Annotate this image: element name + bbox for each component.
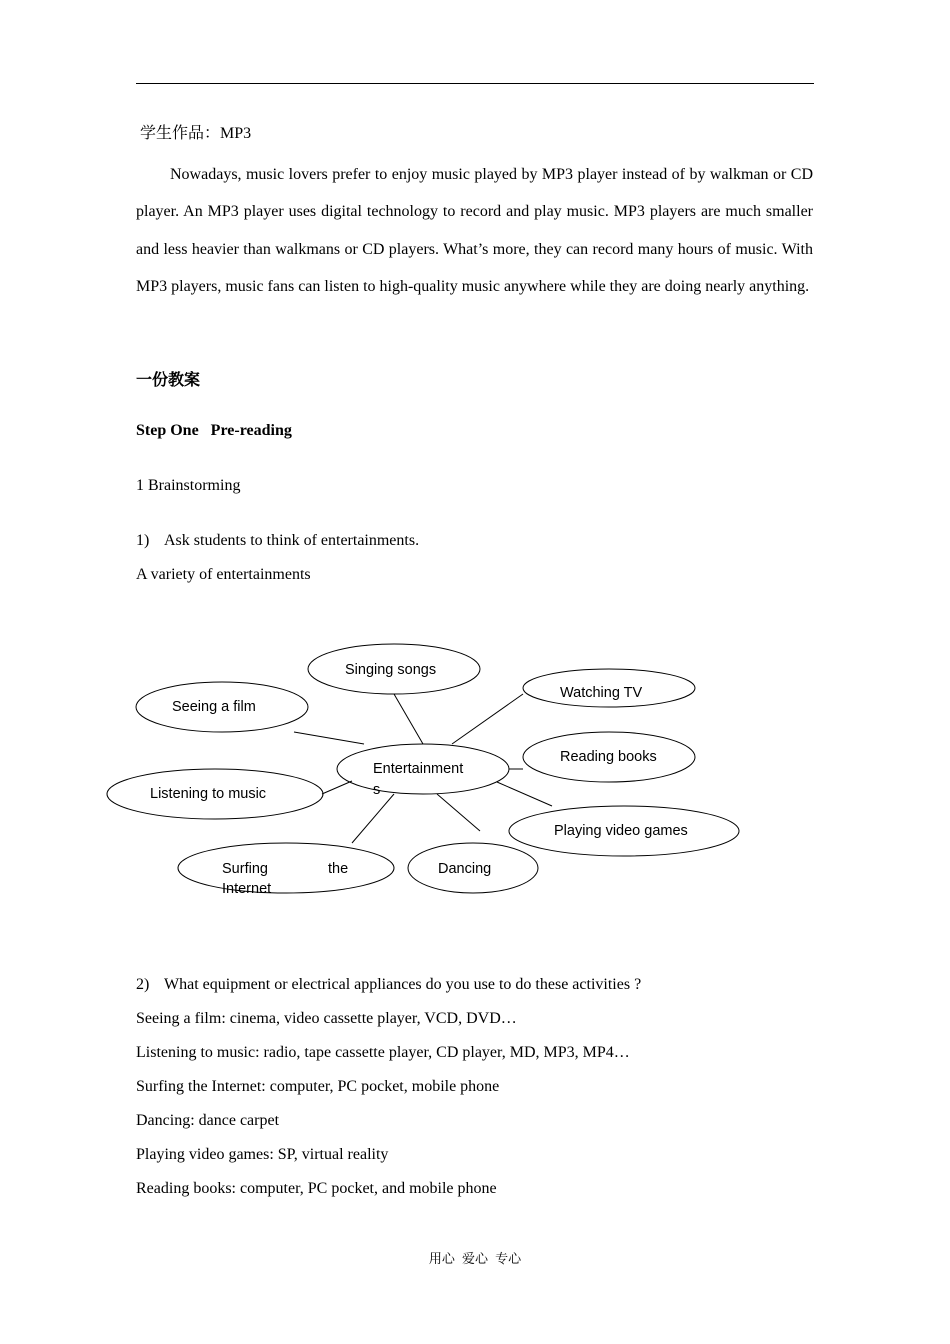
- work-label: 学生作品：MP3: [140, 125, 252, 142]
- node-center-label: Entertainment: [373, 761, 464, 777]
- connector-watching: [452, 694, 523, 744]
- essay-paragraph: Nowadays, music lovers prefer to enjoy music played by MP3 player instead of by walkman or CD player. An MP3 player uses digital technology to record and play music. MP3 players are much smaller and less heavier than walkmans or CD players. What’s more, they can record many hours of music. With MP3 players, music fans can listen to high-quality music anywhere while they are doing nearly anything.: [136, 166, 813, 295]
- page-footer: 用心 爱心 专心: [428, 1252, 522, 1267]
- node-reading-label: Reading books: [560, 749, 657, 765]
- question-2-number: 2): [136, 976, 150, 993]
- lesson-title: 一份教案: [136, 372, 201, 389]
- node-surfing-label-1: Surfing: [222, 861, 268, 877]
- answer-line: Playing video games: SP, virtual reality: [136, 1146, 389, 1163]
- node-dancing-label: Dancing: [438, 861, 492, 877]
- node-games-label: Playing video games: [554, 823, 688, 839]
- answer-line: Seeing a film: cinema, video cassette player, VCD, DVD…: [136, 1010, 517, 1027]
- answer-line: Surfing the Internet: computer, PC pocket, mobile phone: [136, 1078, 500, 1095]
- node-center-label-wrap: s: [373, 782, 381, 798]
- connector-music: [322, 781, 352, 794]
- connector-singing: [394, 694, 423, 744]
- node-music-label: Listening to music: [150, 786, 267, 802]
- question-2: [136, 975, 641, 995]
- node-surfing-ellipse: [178, 843, 394, 893]
- section-heading: 1 Brainstorming: [136, 477, 241, 494]
- question-1-number: 1): [136, 532, 150, 549]
- node-film-label: Seeing a film: [172, 699, 256, 715]
- node-singing-label: Singing songs: [345, 662, 437, 678]
- answer-line: Reading books: computer, PC pocket, and mobile phone: [136, 1180, 497, 1197]
- node-surfing-label-3: Internet: [222, 881, 272, 897]
- step-heading: Step One Pre-reading: [136, 422, 292, 439]
- question-2-text: What equipment or electrical appliances do you use to do these activities ?: [164, 976, 642, 993]
- connector-film: [294, 732, 364, 744]
- connector-games: [497, 782, 552, 806]
- connector-surfing: [352, 794, 394, 843]
- connector-dancing: [437, 794, 480, 831]
- node-watching-label: Watching TV: [560, 685, 643, 701]
- variety-label: A variety of entertainments: [136, 566, 311, 583]
- node-surfing-label-2: the: [328, 861, 349, 877]
- answer-line: Listening to music: radio, tape cassette player, CD player, MD, MP3, MP4…: [136, 1044, 630, 1061]
- answer-line: Dancing: dance carpet: [136, 1112, 280, 1129]
- question-1-text: Ask students to think of entertainments.: [164, 532, 420, 549]
